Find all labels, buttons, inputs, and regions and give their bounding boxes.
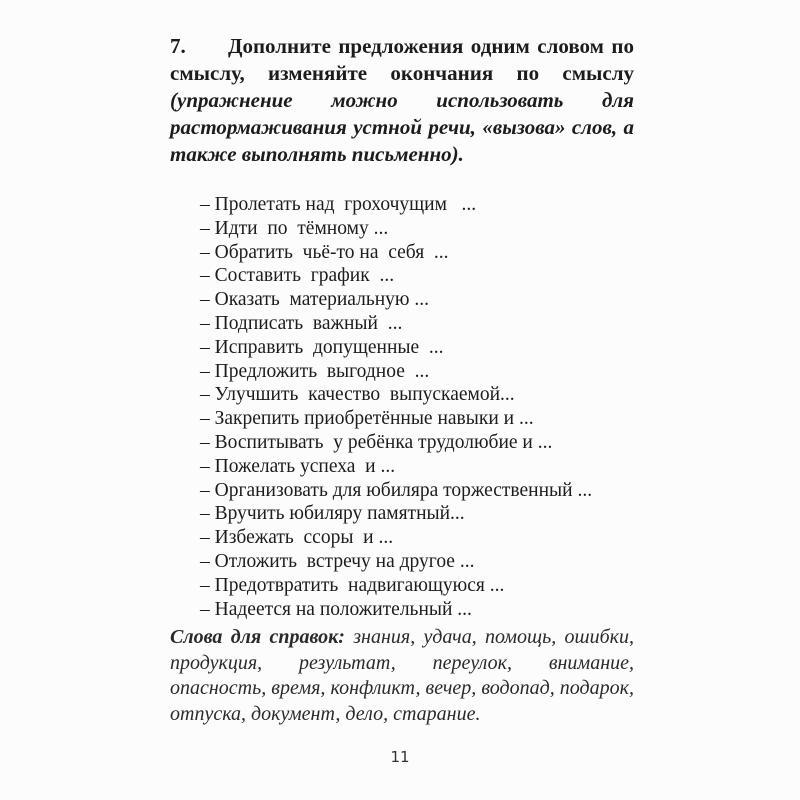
exercise-note: (упражнение можно использовать для растормаживания устной речи, «вызова» слов, а также выполнять письменно). <box>170 88 634 166</box>
reference-words <box>170 625 634 727</box>
list-item: – Надеется на положительный ... <box>200 598 472 620</box>
list-item: – Подписать важный ... <box>200 312 403 334</box>
list-item: – Идти по тёмному ... <box>200 217 389 239</box>
list-item: – Воспитывать у ребёнка трудолюбие и ... <box>200 431 553 453</box>
reference-label: Слова для справок: <box>170 626 345 648</box>
list-item: – Оказать материальную ... <box>200 289 429 311</box>
page-number: 11 <box>390 748 410 766</box>
list-item: – Предложить выгодное ... <box>200 360 430 382</box>
list-item: – Пожелать успеха и ... <box>200 455 396 477</box>
list-item: – Отложить встречу на другое ... <box>200 550 475 572</box>
exercise-number: 7. <box>170 34 186 58</box>
list-item: – Пролетать над грохочущим ... <box>200 194 477 215</box>
list-item: – Обратить чьё-то на себя ... <box>200 241 449 263</box>
sentence-list <box>200 193 592 621</box>
list-item: – Вручить юбиляру памятный... <box>200 503 465 525</box>
list-item: – Исправить допущенные ... <box>200 336 444 358</box>
list-item: – Составить график ... <box>200 265 395 287</box>
list-item: – Закрепить приобретённые навыки и ... <box>200 408 534 430</box>
list-item: – Улучшить качество выпускаемой... <box>200 384 515 406</box>
list-item: – Избежать ссоры и ... <box>200 527 394 549</box>
reference-word-list: знания, удача, помощь, ошибки, продукция, результат, переулок, внимание, опасность, время, конфликт, вечер, водопад, подарок, отпуска, документ, дело, старание. <box>170 626 635 725</box>
list-item: – Организовать для юбиляра торжественный ... <box>200 479 593 501</box>
list-item: – Предотвратить надвигающуюся ... <box>200 574 505 596</box>
exercise-heading <box>170 33 634 168</box>
exercise-instruction: Дополните предложения одним словом по смыслу, изменяйте окончания по смыслу <box>170 34 634 85</box>
